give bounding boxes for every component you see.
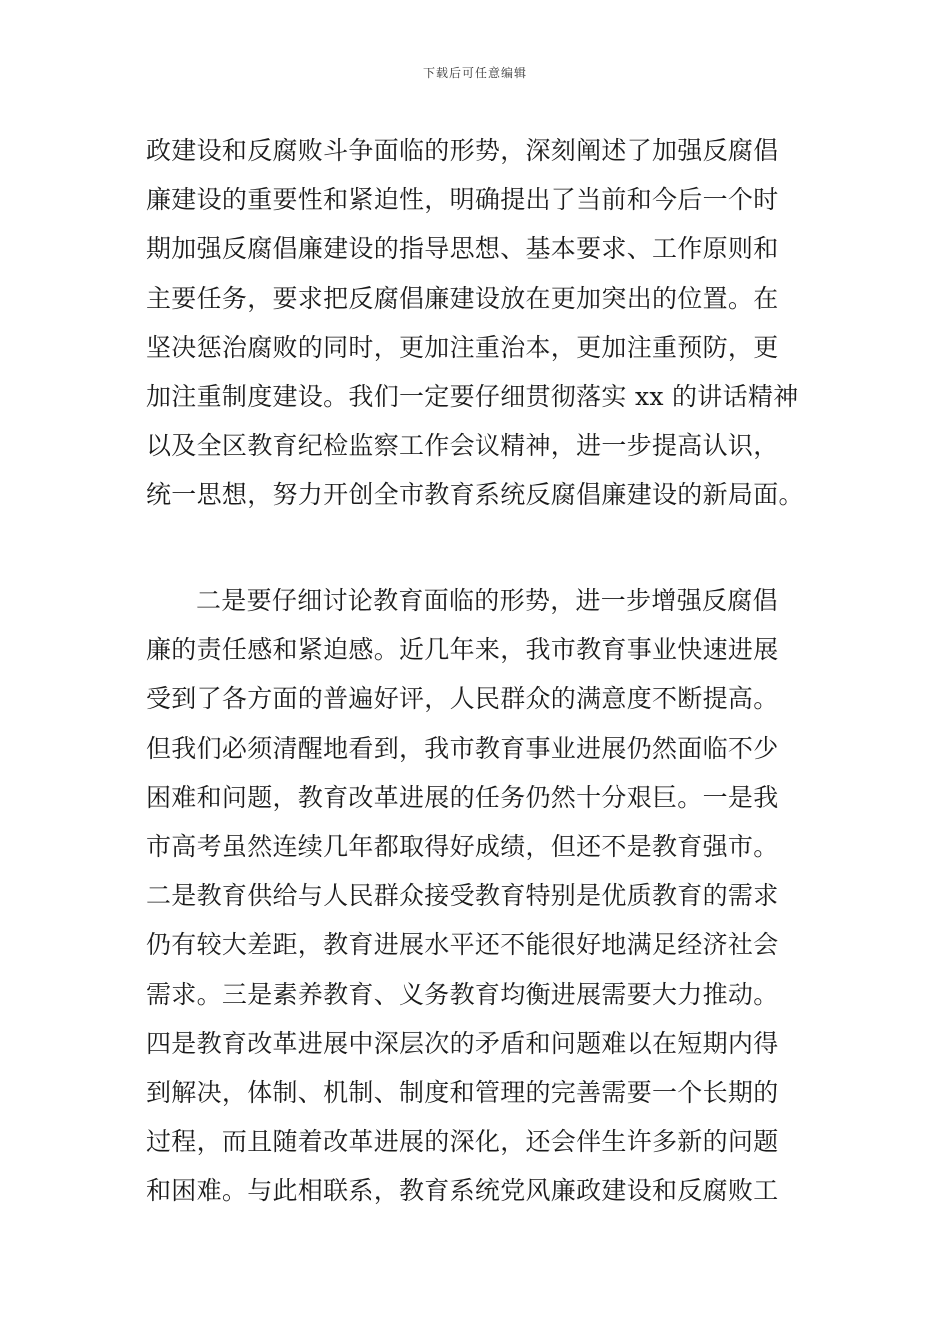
text-line: 过程，而且随着改革进展的深化，还会伴生许多新的问题 — [146, 1127, 779, 1157]
text-line: 和困难。与此相联系，教育系统党风廉政建设和反腐败工 — [146, 1176, 779, 1206]
text-line: 廉建设的重要性和紧迫性，明确提出了当前和今后一个时 — [146, 185, 779, 215]
text-line: 到解决，体制、机制、制度和管理的完善需要一个长期的 — [146, 1078, 779, 1108]
text-line: 需求。三是素养教育、义务教育均衡进展需要大力推动。 — [146, 979, 779, 1009]
text-line: 但我们必须清醒地看到，我市教育事业进展仍然面临不少 — [146, 733, 779, 763]
paragraph-1 — [146, 126, 806, 520]
text-line: 困难和问题，教育改革进展的任务仍然十分艰巨。一是我 — [146, 782, 779, 812]
text-line: 统一思想，努力开创全市教育系统反腐倡廉建设的新局面。 — [146, 480, 804, 510]
text-line: 政建设和反腐败斗争面临的形势，深刻阐述了加强反腐倡 — [146, 136, 779, 165]
text-line: 期加强反腐倡廉建设的指导思想、基本要求、工作原则和 — [146, 234, 779, 264]
text-line: 仍有较大差距，教育进展水平还不能很好地满足经济社会 — [146, 930, 779, 960]
text-line: 廉的责任感和紧迫感。近几年来，我市教育事业快速进展 — [146, 635, 779, 665]
text-line: 受到了各方面的普遍好评，人民群众的满意度不断提高。 — [146, 684, 779, 714]
text-line: 主要任务，要求把反腐倡廉建设放在更加突出的位置。在 — [146, 283, 779, 313]
text-line: 四是教育改革进展中深层次的矛盾和问题难以在短期内得 — [146, 1028, 779, 1058]
text-line: 以及全区教育纪检监察工作会议精神，进一步提高认识， — [146, 431, 779, 461]
page-header-note: 下载后可任意编辑 — [422, 66, 527, 80]
text-line-indented: 二是要仔细讨论教育面临的形势，进一步增强反腐倡 — [196, 586, 778, 615]
text-line: 坚决惩治腐败的同时，更加注重治本，更加注重预防，更 — [146, 332, 779, 362]
text-line: 加注重制度建设。我们一定要仔细贯彻落实 xx 的讲话精神 — [146, 382, 799, 412]
text-line: 二是教育供给与人民群众接受教育特别是优质教育的需求 — [146, 881, 779, 911]
text-line: 市高考虽然连续几年都取得好成绩，但还不是教育强市。 — [146, 832, 779, 862]
paragraph-2 — [146, 576, 806, 1216]
